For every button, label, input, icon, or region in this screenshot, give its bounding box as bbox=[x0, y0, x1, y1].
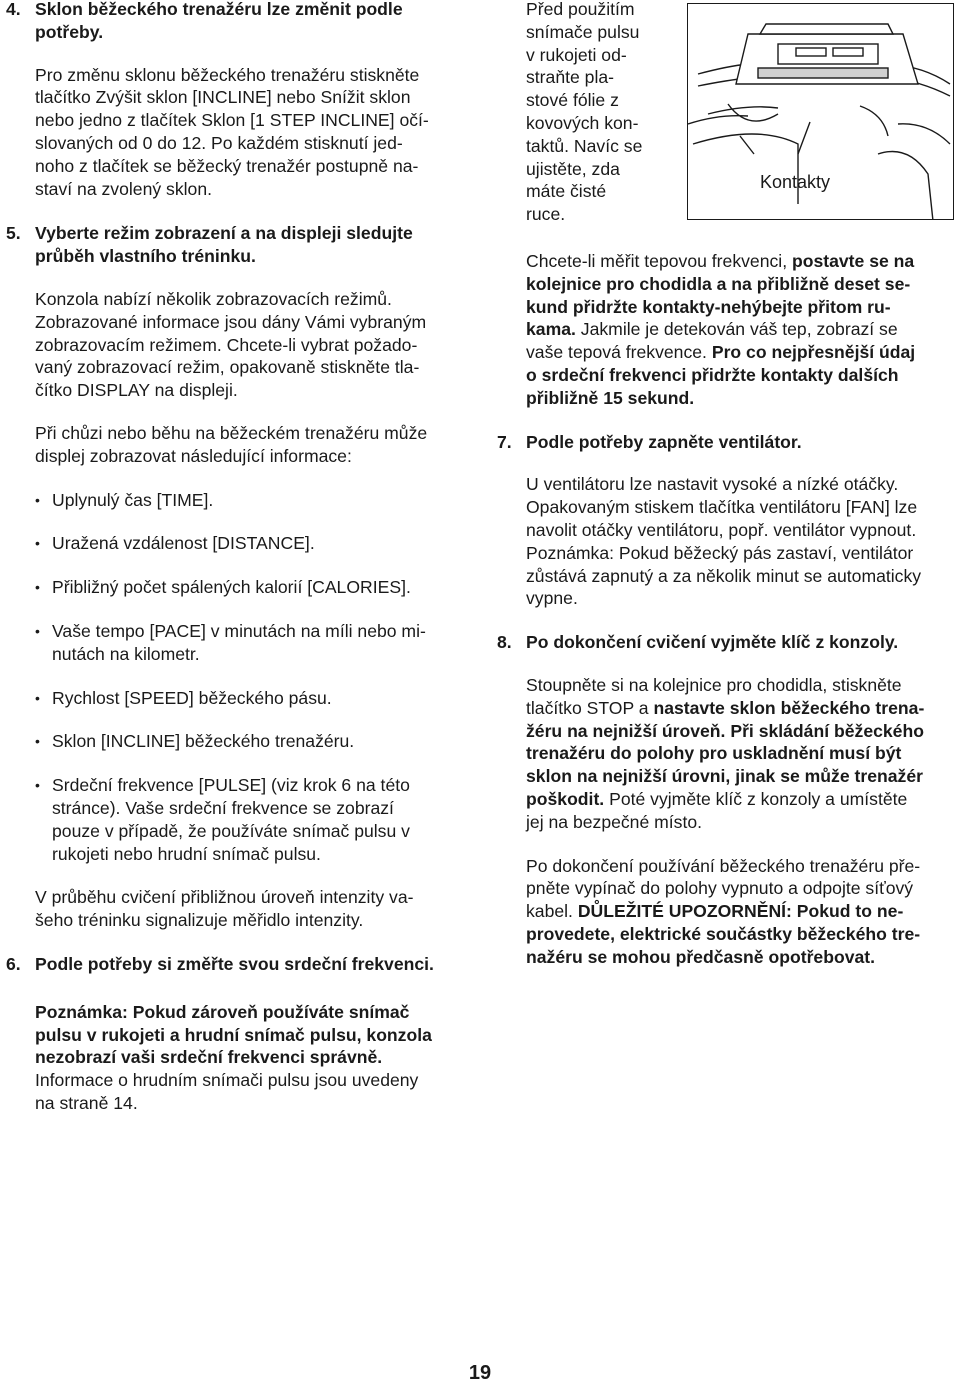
right-column bbox=[497, 250, 957, 969]
pulse-sensor-figure bbox=[687, 3, 954, 220]
step-5-paragraph-3: V průběhu cvičení přibližnou úroveň intenzity va- šeho tréninku signalizuje měřidlo intenzity. bbox=[35, 887, 414, 931]
step-6-note: Poznámka: Pokud zároveň používáte snímač pulsu v rukojeti a hrudní snímač pulsu, konzola nezobrazí vaši srdeční frekvenci správně. Informace o hrudním snímači pulsu jsou uvedeny na straně 14. bbox=[35, 1001, 432, 1113]
step-6-heading: 6. Podle potřeby si změřte svou srdeční frekvenci. bbox=[6, 953, 434, 974]
list-item: • Vaše tempo [PACE] v minutách na míli nebo mi- nutách na kilometr. bbox=[35, 620, 426, 664]
step-8-paragraph-1: Stoupněte si na kolejnice pro chodidla, stiskněte tlačítko STOP a nastavte sklon běžeckého trena- žéru na nejnižší úroveň. Při skládání běžeckého trenažéru do polohy pro uskladnění musí být sklon na nejnižší úrovni, jinak se může trenažér poškodit. Poté vyjměte klíč z konzoly a umístěte jej na bezpečné místo. bbox=[526, 674, 925, 832]
step-4-paragraph: Pro změnu sklonu běžeckého trenažéru stiskněte tlačítko Zvýšit sklon [INCLINE] nebo Snížit sklon nebo jedno z tlačítek Sklon [1 STEP INCLINE] očí- slovaných od 0 do 12. Po každém stisknutí jed- noho z tlačítek se běžecký trenažér postupně na- staví na zvolený sklon. bbox=[35, 64, 429, 199]
step-6-paragraph: Chcete-li měřit tepovou frekvenci, postavte se na kolejnice pro chodidla a na přibližně deset se- kund přidržte kontakty-nehýbejte přitom ru- kama. Jakmile je detekován váš tep, zobrazí se vaše tepová frekvence. Pro co nejpřesnější údaj o srdeční frekvenci přidržte kontakty dalších přibližně 15 sekund. bbox=[526, 251, 916, 408]
step-8-heading: 8. Po dokončení cvičení vyjměte klíč z konzoly. bbox=[497, 632, 899, 653]
step-6-intro: Před použitím snímače pulsu v rukojeti od- straňte pla- stové fólie z kovových kon- taktů. Navíc se ujistěte, zda máte čisté ruce. bbox=[526, 0, 643, 225]
list-item: • Rychlost [SPEED] běžeckého pásu. bbox=[35, 687, 332, 708]
step-5-paragraph-1: Konzola nabízí několik zobrazovacích režimů. Zobrazované informace jsou dány Vámi vybraným zobrazovacím režimem. Chcete-li vybrat požado- vaný zobrazovací režim, opakovaně stiskněte tla- čítko DISPLAY na displeji. bbox=[35, 288, 427, 401]
step-7-heading: 7. Podle potřeby zapněte ventilátor. bbox=[497, 431, 802, 452]
display-info-list bbox=[6, 489, 464, 866]
list-item: • Přibližný počet spálených kalorií [CALORIES]. bbox=[35, 577, 411, 598]
step-7-paragraph: U ventilátoru lze nastavit vysoké a nízké otáčky. Opakovaným stiskem tlačítka ventilátoru [FAN] lze navolit otáčky ventilátoru, popř. ventilátor vypnout. Poznámka: Pokud běžecký pás zastaví, ventilátor zůstává zapnutý a za několik minut se automaticky vypne. bbox=[526, 474, 922, 609]
step-5-paragraph-2: Při chůzi nebo běhu na běžeckém trenažéru může displej zobrazovat následující informace: bbox=[35, 422, 428, 466]
step-5-heading: 5. Vyberte režim zobrazení a na displeji sledujte průběh vlastního tréninku. bbox=[6, 223, 413, 267]
step-4-heading: 4. Sklon běžeckého trenažéru lze změnit podle potřeby. bbox=[6, 0, 403, 42]
left-column bbox=[6, 0, 464, 1115]
step-8-paragraph-2: Po dokončení používání běžeckého trenažéru pře- pněte vypínač do polohy vypnuto a odpojte síťový kabel. DŮLEŽITÉ UPOZORNĚNÍ: Pokud to ne- provedete, elektrické součástky běžeckého tre- nažéru se mohou předčasně opotřebovat. bbox=[526, 855, 921, 967]
page-number: 19 bbox=[468, 1362, 492, 1384]
console-illustration bbox=[688, 4, 954, 220]
list-item: • Srdeční frekvence [PULSE] (viz krok 6 na této stránce). Vaše srdeční frekvence se zobrazí pouze v případě, že používáte snímač pulsu v rukojeti nebo hrudní snímač pulsu. bbox=[35, 775, 410, 864]
list-item: • Sklon [INCLINE] běžeckého trenažéru. bbox=[35, 731, 355, 752]
list-item: • Uražená vzdálenost [DISTANCE]. bbox=[35, 533, 315, 554]
list-item: • Uplynulý čas [TIME]. bbox=[35, 489, 214, 510]
figure-label: Kontakty bbox=[760, 172, 831, 192]
